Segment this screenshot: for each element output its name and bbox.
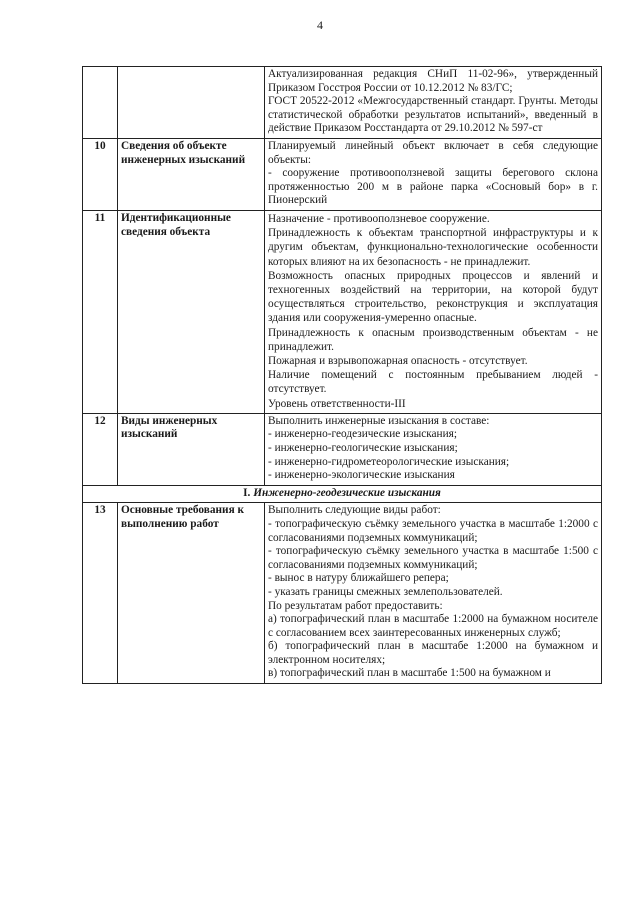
row-number-cell [83,67,118,139]
list-item: - инженерно-геологические изыскания; [268,441,458,454]
section-number: I. [243,486,251,499]
paragraph: Возможность опасных природных процессов и явлений и техногенных воздействий на территории, на которой будут осуществляться строительство, реконструкция и эксплуатация здания или сооружения-умеренно опасные. [268,269,598,325]
row-number: 10 [83,138,118,210]
paragraph: Выполнить следующие виды работ: [268,504,441,517]
section-header [83,485,602,503]
row-label: Основные требования к выполнению работ [118,503,265,684]
paragraph: Принадлежность к опасным производственным объектам - не принадлежит. [268,326,598,353]
table-row-11 [83,210,602,413]
paragraph: Уровень ответственности-III [268,397,406,410]
list-item: - топографическую съёмку земельного участка в масштабе 1:2000 с согласованиями подземных коммуникаций; [268,517,598,544]
paragraph: Выполнить инженерные изыскания в составе: [268,414,490,427]
list-item: - инженерно-гидрометеорологические изыскания; [268,455,510,468]
row-content [265,138,602,210]
list-item: а) топографический план в масштабе 1:2000 на бумажном носителе с согласованием всех заинтересованных инженерных служб; [268,613,598,639]
paragraph: По результатам работ предоставить: [268,599,443,612]
list-item: - указать границы смежных землепользователей. [268,585,503,598]
list-item: б) топографический план в масштабе 1:2000 на бумажном и электронном носителях; [268,640,598,666]
paragraph: Назначение - противооползневое сооружение. [268,212,490,225]
section-header-row [83,485,602,503]
row-label: Виды инженерных изысканий [118,413,265,485]
row-label-cell [118,67,265,139]
list-item: - инженерно-экологические изыскания [268,469,455,482]
paragraph: Планируемый линейный объект включает в себя следующие объекты: [268,139,598,166]
table-row-continued [83,67,602,139]
list-item: - вынос в натуру ближайшего репера; [268,572,449,585]
row-content [265,503,602,684]
page-number: 4 [317,18,323,32]
row-content [265,413,602,485]
table-row-10 [83,138,602,210]
row-label: Идентификационные сведения объекта [118,210,265,413]
row-number: 13 [83,503,118,684]
row-content [265,210,602,413]
list-item: - инженерно-геодезические изыскания; [268,428,457,441]
requirements-table [82,66,602,684]
row-number: 11 [83,210,118,413]
paragraph: Наличие помещений с постоянным пребыванием людей - отсутствует. [268,369,598,396]
paragraph: Пожарная и взрывопожарная опасность - отсутствует. [268,354,528,367]
table-row-12 [83,413,602,485]
row-number: 12 [83,413,118,485]
paragraph: ГОСТ 20522-2012 «Межгосударственный стандарт. Грунты. Методы статистической обработки результатов испытаний», введенный в действие Приказом Росстандарта от 29.10.2012 № 597-ст [268,95,598,135]
paragraph: Принадлежность к объектам транспортной инфраструктуры и к другим объектам, функционально-технологические особенности которых влияют на их безопасность - не принадлежит. [268,227,598,268]
table-row-13 [83,503,602,684]
section-title: Инженерно-геодезические изыскания [253,486,441,499]
row-content-cell [265,67,602,139]
list-item: в) топографический план в масштабе 1:500 на бумажном и [268,667,551,680]
list-item: - топографическую съёмку земельного участка в масштабе 1:500 с согласованиями подземных коммуникаций; [268,545,598,571]
row-label: Сведения об объекте инженерных изысканий [118,138,265,210]
paragraph: - сооружение противооползневой защиты берегового склона протяженностью 200 м в районе парка «Сосновый бор» в г. Пионерский [268,167,598,207]
paragraph: Актуализированная редакция СНиП 11-02-96», утвержденный Приказом Госстроя России от 10.12.2012 № 83/ГС; [268,68,598,94]
